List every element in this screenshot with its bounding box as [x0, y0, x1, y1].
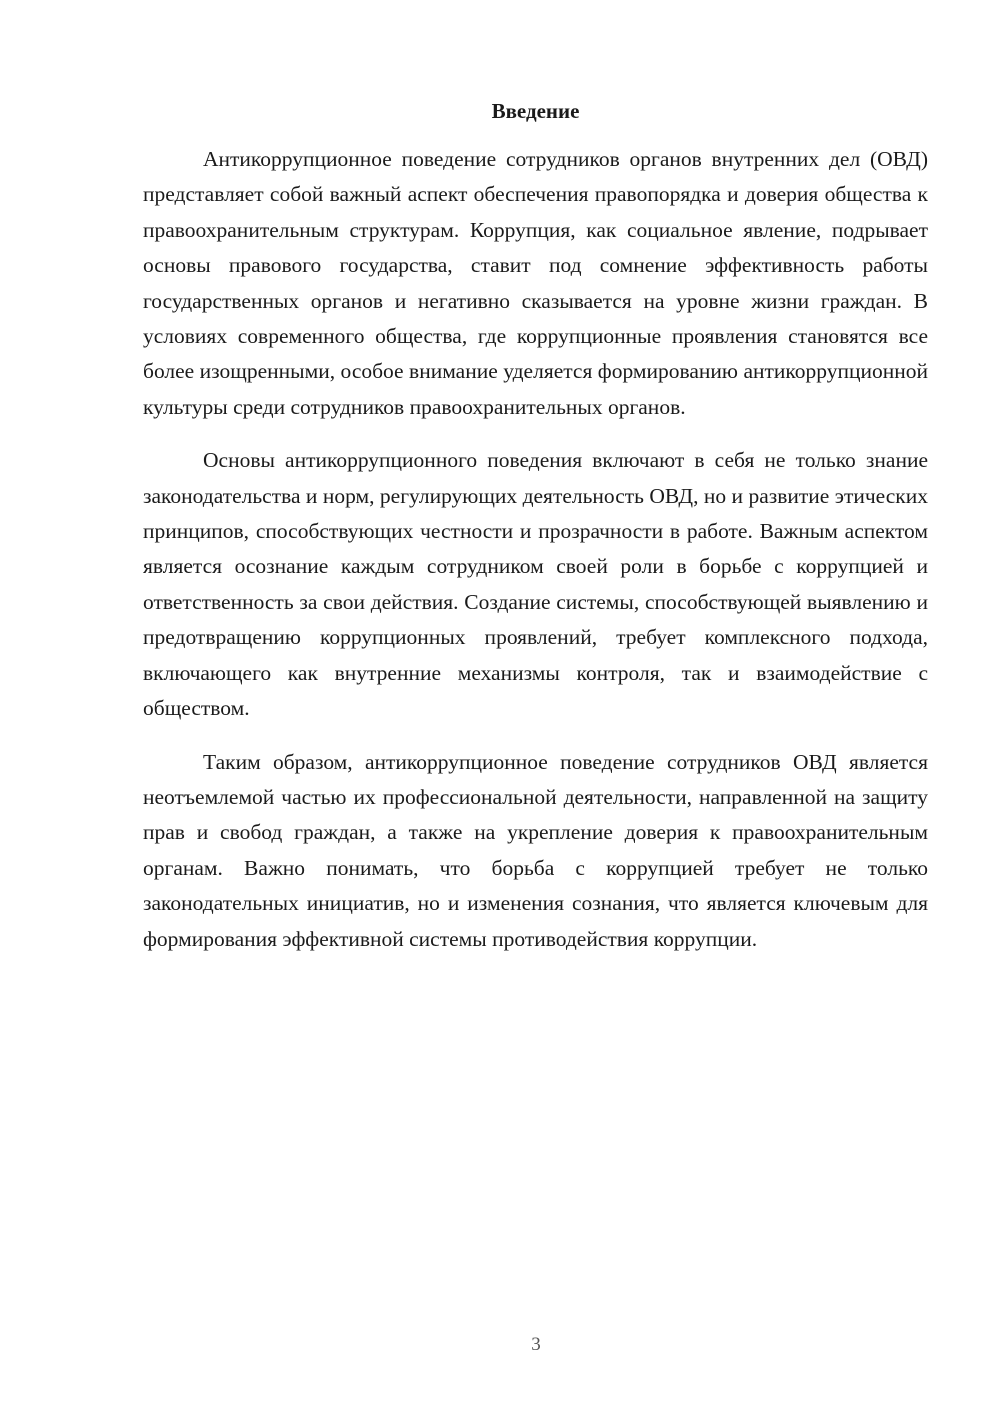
section-heading: Введение — [491, 99, 580, 123]
page-number: 3 — [531, 1334, 541, 1355]
body-text — [143, 142, 928, 975]
paragraph-1: Антикоррупционное поведение сотрудников органов внутренних дел (ОВД) представляет собой важный аспект обеспечения правопорядка и доверия общества к правоохранительным структурам. Коррупция, как социальное явление, подрывает основы правового государства, ставит под сомнение эффективность работы государственных органов и негативно сказывается на уровне жизни граждан. В условиях современного общества, где коррупционные проявления становятся все более изощренными, особое внимание уделяется формированию антикоррупционной культуры среди сотрудников правоохранительных органов. — [143, 147, 928, 419]
paragraph-3: Таким образом, антикоррупционное поведение сотрудников ОВД является неотъемлемой частью их профессиональной деятельности, направленной на защиту прав и свобод граждан, а также на укрепление доверия к правоохранительным органам. Важно понимать, что борьба с коррупцией требует не только законодательных инициатив, но и изменения сознания, что является ключевым для формирования эффективной системы противодействия коррупции. — [143, 749, 928, 951]
paragraph-2: Основы антикоррупционного поведения включают в себя не только знание законодательства и норм, регулирующих деятельность ОВД, но и развитие этических принципов, способствующих честности и прозрачности в работе. Важным аспектом является осознание каждым сотрудником своей роли в борьбе с коррупцией и ответственность за свои действия. Создание системы, способствующей выявлению и предотвращению коррупционных проявлений, требует комплексного подхода, включающего как внутренние механизмы контроля, так и взаимодействие с обществом. — [143, 448, 928, 721]
